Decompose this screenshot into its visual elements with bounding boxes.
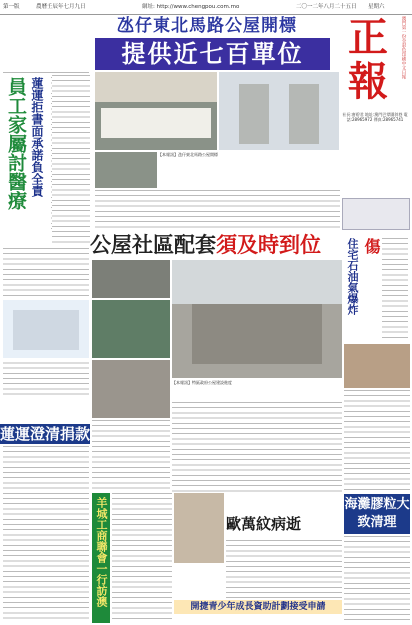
lead-article-text xyxy=(95,190,340,230)
housing-side-text xyxy=(92,420,170,490)
youth-banner: 開捷青少年成長資助計劃接受申請 xyxy=(174,600,342,614)
left-subheadline: 蓮運拒書面承諾負全責 xyxy=(30,77,44,197)
left-photo xyxy=(3,300,89,358)
page-number: 第一版 xyxy=(3,4,20,10)
lead-headline: 氹仔東北馬路公屋開標 xyxy=(117,16,297,36)
site-photo-people xyxy=(92,360,170,418)
lead-subheadline: 提供近七百單位 xyxy=(95,38,330,70)
building-photo xyxy=(219,72,339,150)
left-headline-block xyxy=(3,75,51,245)
meeting-caption: 【本報訊】氹仔東北馬路公屋開標 xyxy=(158,152,218,157)
headline-part-a: 公屋社區配套 xyxy=(90,232,216,257)
right-text xyxy=(344,390,410,490)
masthead xyxy=(342,16,410,194)
bottom-left-text xyxy=(112,493,172,623)
headline-part-b: 須及時到位 xyxy=(216,232,321,257)
right-story xyxy=(344,234,410,344)
right-kicker: 住宅石油氣爆炸 xyxy=(346,238,359,315)
bottom-vertical-headline: 羊城工商聯會一行訪澳 xyxy=(95,497,108,607)
site-photo-green xyxy=(92,300,170,358)
social-housing-text xyxy=(172,402,342,492)
masthead-contact-box xyxy=(342,198,410,230)
masthead-char-1: 正 xyxy=(348,14,388,61)
masthead-char-2: 報 xyxy=(348,58,388,105)
lunar-date: 農曆壬辰年七月九日 xyxy=(36,4,86,10)
beach-text xyxy=(344,536,410,623)
weekday: 星期六 xyxy=(368,4,385,10)
site-photo-small xyxy=(92,260,170,298)
social-housing-headline xyxy=(90,232,340,258)
obituary-headline: 歐萬紋病逝 xyxy=(226,515,302,533)
bottom-vertical-block xyxy=(92,493,110,623)
right-photo xyxy=(344,344,410,388)
issue-date: 二〇一二年八月二十五日 xyxy=(296,4,357,10)
beach-headline: 海灘膠粒大致清理 xyxy=(344,494,410,534)
masthead-title xyxy=(348,16,388,104)
site-caption: 【本報訊】特區政府公屋建設進度 xyxy=(172,380,232,385)
meeting-photo xyxy=(95,72,217,150)
website-url: 網址: http://www.chengpou.com.mo xyxy=(142,4,240,10)
bottom-center-text xyxy=(226,540,342,600)
left-bottom-headline: 蓮運澄清捐款 xyxy=(0,425,91,443)
top-bar xyxy=(0,0,412,15)
obituary-photo xyxy=(174,493,224,563)
left-headline: 員工家屬討醫療 xyxy=(5,77,27,210)
left-bottom-text xyxy=(3,446,89,622)
masthead-info: 社長:唐碧君 地址:澳門巴掌圍斜巷 電話:28965972 傳真:28965741 xyxy=(342,112,408,122)
left-column-text xyxy=(52,75,90,245)
small-photo xyxy=(95,152,157,188)
right-headline: 傷 xyxy=(362,238,381,254)
masthead-strip: 澳門第一份全彩色印刷中文日報 xyxy=(401,16,406,79)
site-photo-main xyxy=(172,260,342,378)
